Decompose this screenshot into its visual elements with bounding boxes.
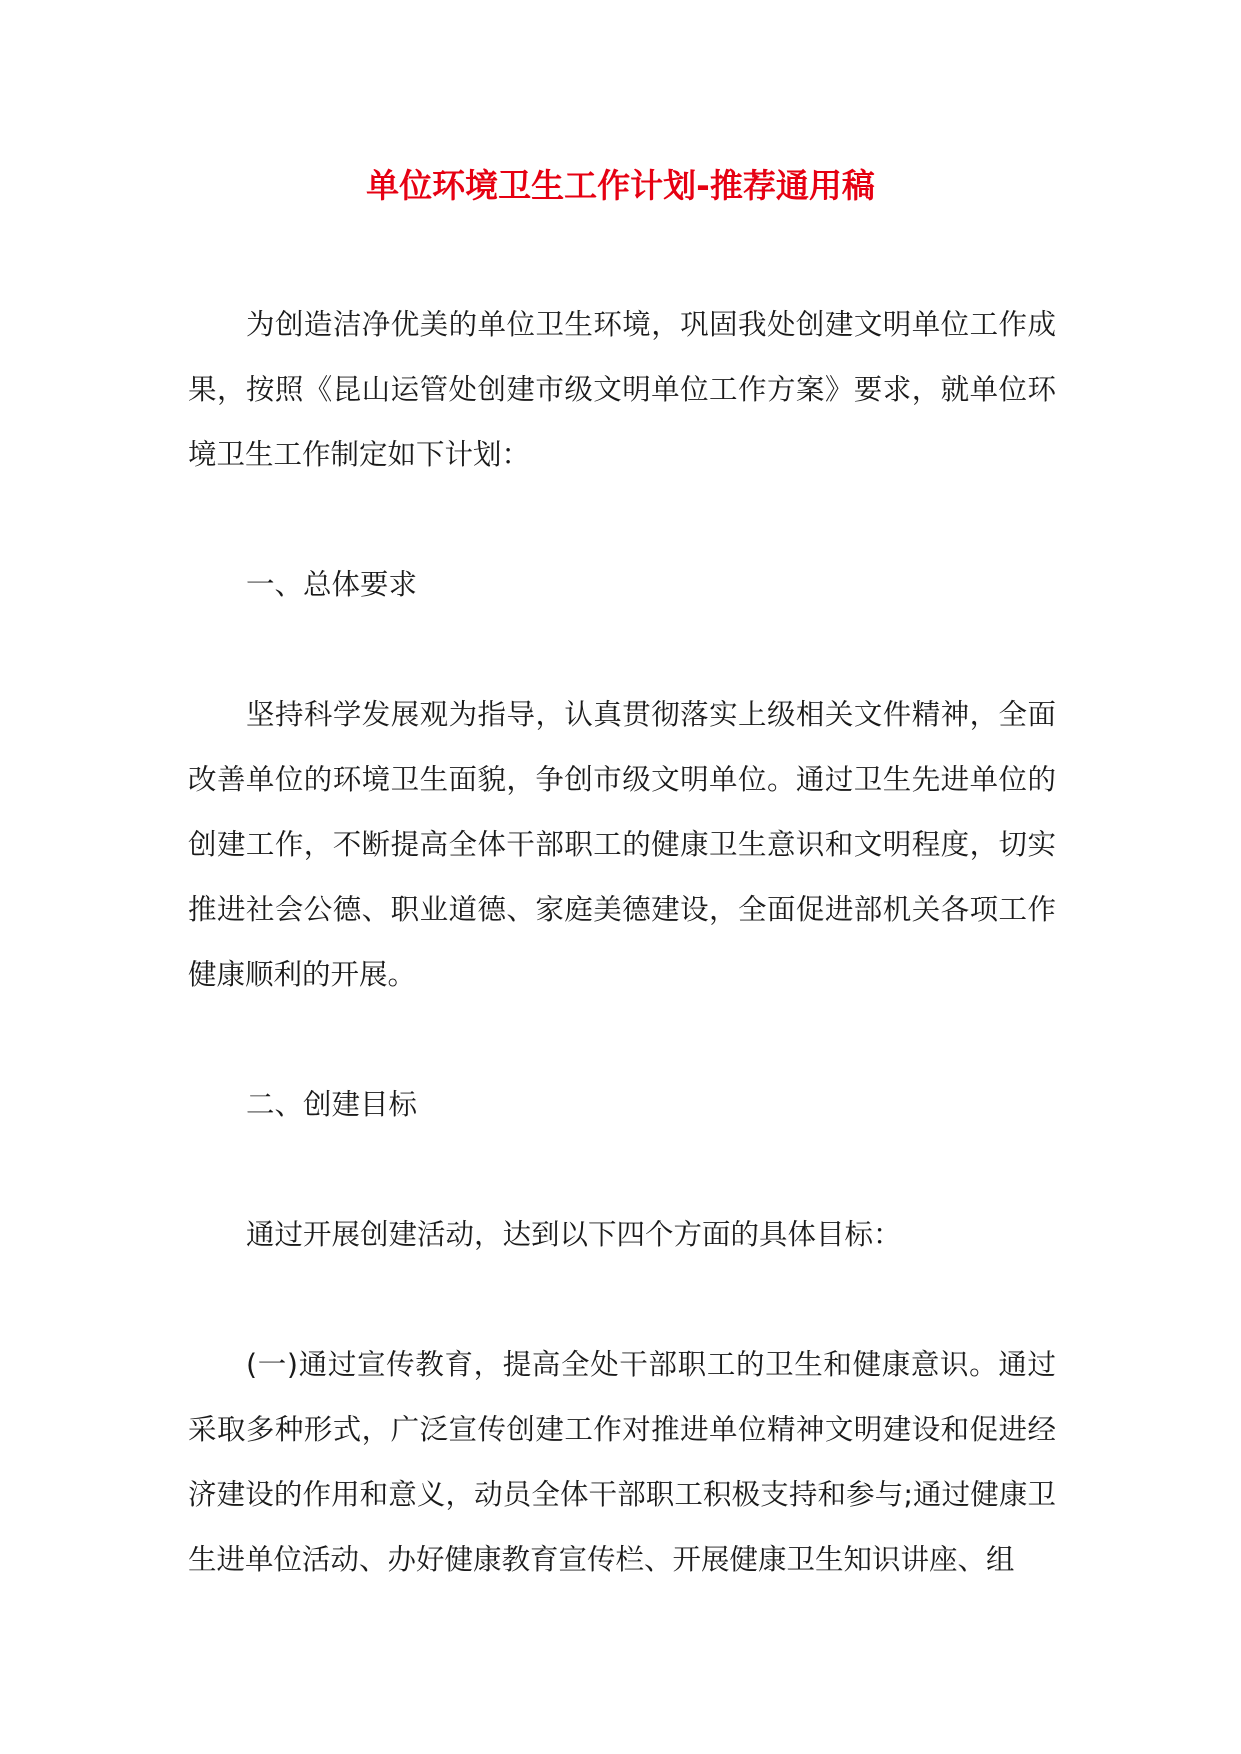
section-heading-overall-requirements: 一、总体要求 <box>246 568 418 601</box>
intro-paragraph: 为创造洁净优美的单位卫生环境，巩固我处创建文明单位工作成果，按照《昆山运管处创建市级文明单位工作方案》要求，就单位环境卫生工作制定如下计划： <box>188 308 1056 471</box>
paragraph-spacer <box>188 487 1056 552</box>
document-body <box>188 292 1056 1592</box>
paragraph-spacer <box>188 1267 1056 1332</box>
goal-item-1: (一)通过宣传教育，提高全处干部职工的卫生和健康意识。通过采取多种形式，广泛宣传创建工作对推进单位精神文明建设和促进经济建设的作用和意义，动员全体干部职工积极支持和参与;通过健康卫生进单位活动、办好健康教育宣传栏、开展健康卫生知识讲座、组 <box>188 1348 1056 1576</box>
section-heading-goals: 二、创建目标 <box>246 1088 418 1121</box>
paragraph-spacer <box>188 617 1056 682</box>
paragraph-spacer <box>188 1007 1056 1072</box>
section-body-overall-requirements: 坚持科学发展观为指导，认真贯彻落实上级相关文件精神，全面改善单位的环境卫生面貌，争创市级文明单位。通过卫生先进单位的创建工作，不断提高全体干部职工的健康卫生意识和文明程度，切实推进社会公德、职业道德、家庭美德建设，全面促进部机关各项工作健康顺利的开展。 <box>188 698 1056 991</box>
document-title: 单位环境卫生工作计划-推荐通用稿 <box>366 166 875 205</box>
section-intro-goals: 通过开展创建活动，达到以下四个方面的具体目标： <box>246 1218 902 1251</box>
paragraph-spacer <box>188 1137 1056 1202</box>
